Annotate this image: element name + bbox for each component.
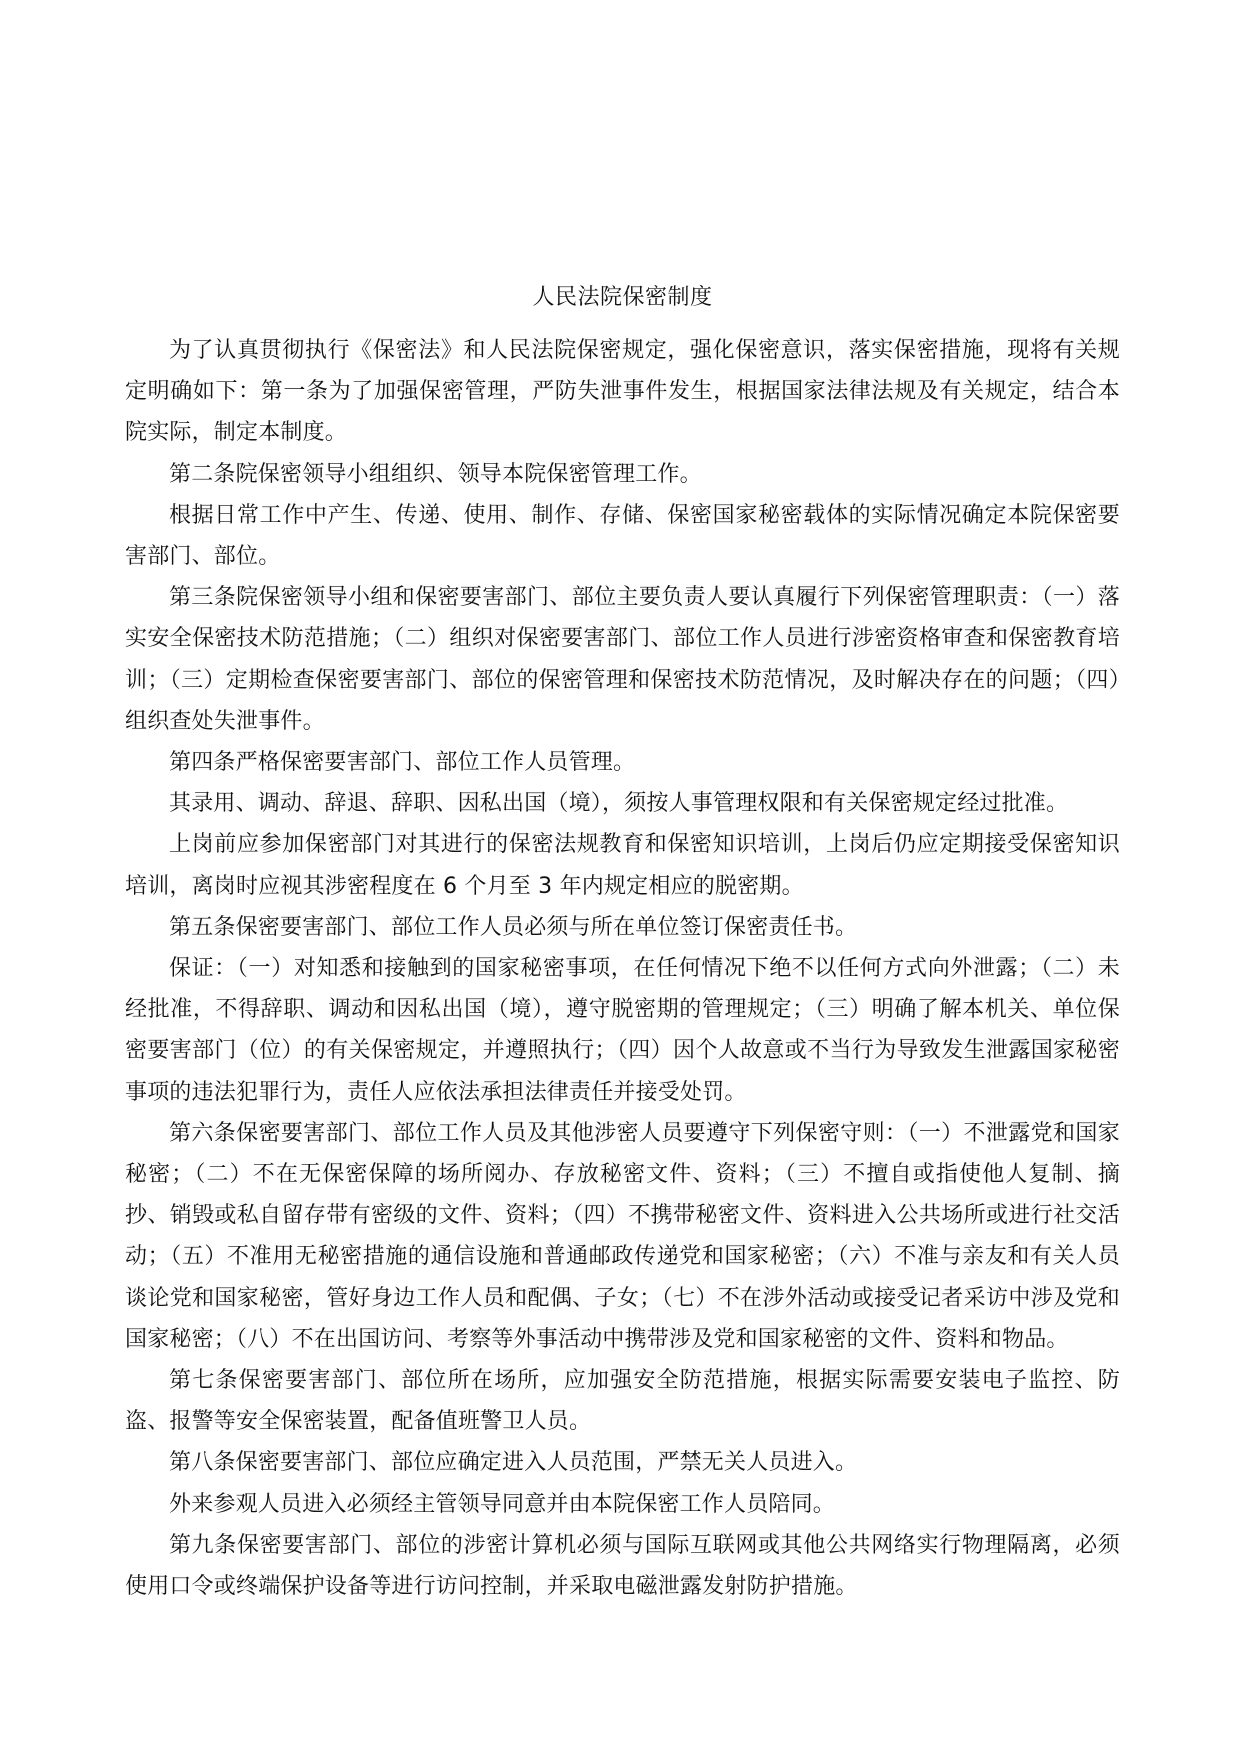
paragraph-10: 第六条保密要害部门、部位工作人员及其他涉密人员要遵守下列保密守则：（一）不泄露党和国家秘密；（二）不在无保密保障的场所阅办、存放秘密文件、资料；（三）不擅自或指使他人复制、摘抄、销毁或私自留存带有密级的文件、资料；（四）不携带秘密文件、资料进入公共场所或进行社交活动；（五）不准用无秘密措施的通信设施和普通邮政传递党和国家秘密；（六）不准与亲友和有关人员谈论党和国家秘密，管好身边工作人员和配偶、子女；（七）不在涉外活动或接受记者采访中涉及党和国家秘密；（八）不在出国访问、考察等外事活动中携带涉及党和国家秘密的文件、资料和物品。 — [125, 1120, 1120, 1352]
paragraph-3: 根据日常工作中产生、传递、使用、制作、存储、保密国家秘密载体的实际情况确定本院保密要害部门、部位。 — [125, 502, 1120, 570]
paragraph-13: 外来参观人员进入必须经主管领导同意并由本院保密工作人员陪同。 — [169, 1491, 836, 1517]
paragraph-1: 为了认真贯彻执行《保密法》和人民法院保密规定，强化保密意识，落实保密措施，现将有关规定明确如下：第一条为了加强保密管理，严防失泄事件发生，根据国家法律法规及有关规定，结合本院实际，制定本制度。 — [125, 338, 1120, 446]
document-body — [125, 278, 1120, 1607]
paragraph-12: 第八条保密要害部门、部位应确定进入人员范围，严禁无关人员进入。 — [169, 1450, 858, 1476]
paragraph-9: 保证：（一）对知悉和接触到的国家秘密事项，在任何情况下绝不以任何方式向外泄露；（二）未经批准，不得辞职、调动和因私出国（境），遵守脱密期的管理规定；（三）明确了解本机关、单位保密要害部门（位）的有关保密规定，并遵照执行；（四）因个人故意或不当行为导致发生泄露国家秘密事项的违法犯罪行为，责任人应依法承担法律责任并接受处罚。 — [125, 956, 1120, 1105]
paragraph-8: 第五条保密要害部门、部位工作人员必须与所在单位签订保密责任书。 — [169, 914, 858, 940]
paragraph-6: 其录用、调动、辞退、辞职、因私出国（境），须按人事管理权限和有关保密规定经过批准。 — [169, 791, 1069, 817]
paragraph-5: 第四条严格保密要害部门、部位工作人员管理。 — [169, 750, 636, 776]
paragraph-7: 上岗前应参加保密部门对其进行的保密法规教育和保密知识培训，上岗后仍应定期接受保密知识培训，离岗时应视其涉密程度在 6 个月至 3 年内规定相应的脱密期。 — [125, 832, 1120, 899]
paragraph-14: 第九条保密要害部门、部位的涉密计算机必须与国际互联网或其他公共网络实行物理隔离，必须使用口令或终端保护设备等进行访问控制，并采取电磁泄露发射防护措施。 — [125, 1532, 1120, 1600]
paragraph-2: 第二条院保密领导小组组织、领导本院保密管理工作。 — [169, 461, 702, 487]
document-title: 人民法院保密制度 — [532, 285, 713, 310]
paragraph-4: 第三条院保密领导小组和保密要害部门、部位主要负责人要认真履行下列保密管理职责：（一）落实安全保密技术防范措施；（二）组织对保密要害部门、部位工作人员进行涉密资格审查和保密教育培训；（三）定期检查保密要害部门、部位的保密管理和保密技术防范情况，及时解决存在的问题；（四）组织查处失泄事件。 — [125, 585, 1120, 734]
paragraph-11: 第七条保密要害部门、部位所在场所，应加强安全防范措施，根据实际需要安装电子监控、防盗、报警等安全保密装置，配备值班警卫人员。 — [125, 1368, 1120, 1435]
